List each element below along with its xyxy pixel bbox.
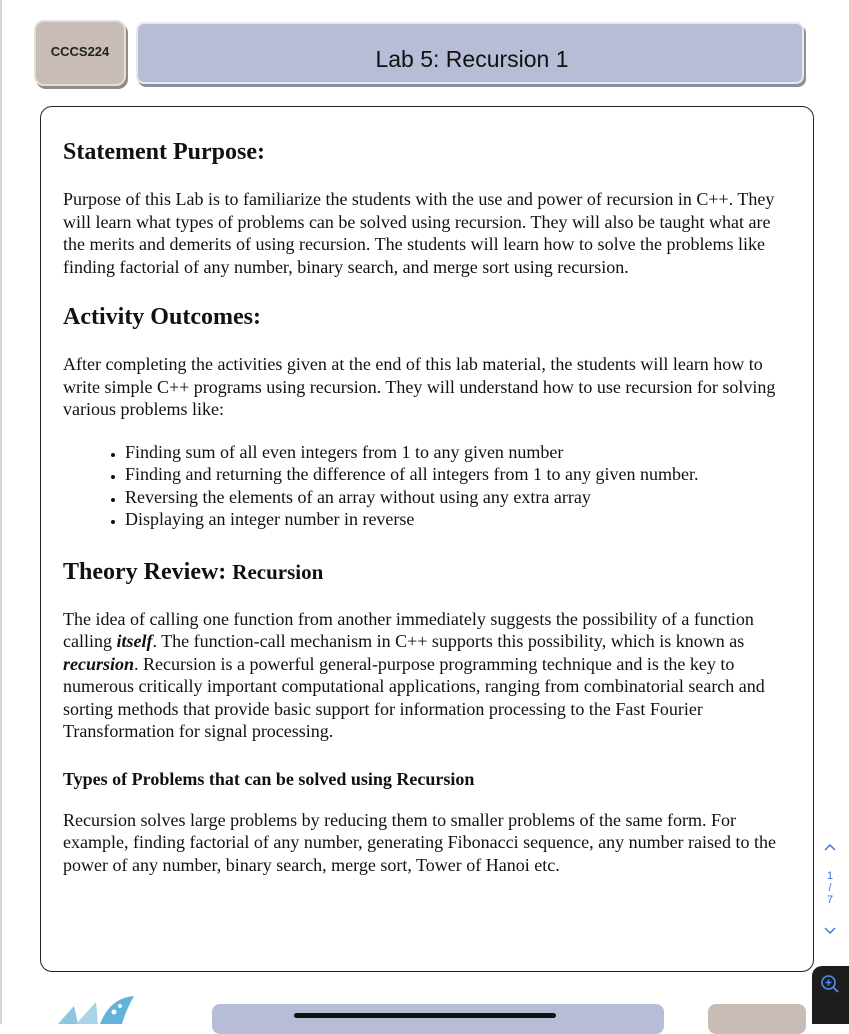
page-separator: /	[828, 882, 832, 894]
theory-emphasis-itself: itself	[116, 631, 153, 651]
types-paragraph: Recursion solves large problems by reducing them to smaller problems of the same form. For example, finding factorial of any number, generating Fibonacci sequence, any number raised to the power of any number, binary search, merge sort, Tower of Hanoi etc.	[63, 809, 777, 875]
current-page: 1	[826, 870, 834, 882]
theory-emphasis-recursion: recursion	[63, 653, 135, 674]
list-item: • Finding and returning the difference of all integers from 1 to any given number.	[125, 463, 793, 486]
theory-text-3: . Recursion is a powerful general-purpose programming technique and is the key to numerous critically important computational applications, ranging from combinatorial search and sorting methods that provide basic support for information processing to the Fast Fourier Transformation for signal processing.	[63, 653, 765, 741]
outcomes-list	[63, 441, 793, 531]
list-item: • Reversing the elements of an array without using any extra array	[125, 486, 793, 509]
theory-subheading: Recursion	[232, 559, 324, 584]
previous-page-button[interactable]	[818, 838, 842, 854]
total-pages: 7	[826, 894, 834, 906]
course-code: CCCS224	[50, 43, 110, 59]
theory-text-1: The idea of calling one function from another immediately suggests the possibility of a function calling	[63, 608, 754, 651]
theory-heading-label: Theory Review:	[63, 558, 227, 585]
course-code-tab	[34, 20, 126, 86]
theory-paragraph	[63, 608, 793, 743]
page-navigator	[818, 838, 842, 942]
footer-bar	[212, 1004, 664, 1034]
chevron-down-icon	[824, 927, 836, 935]
content-box	[40, 106, 814, 972]
university-logo	[52, 994, 136, 1024]
outcomes-paragraph: After completing the activities given at the end of this lab material, the students will learn how to write simple C++ programs using recursion. They will understand how to use recursion for solving various problems like:	[63, 354, 776, 419]
purpose-heading: Statement Purpose:	[63, 139, 265, 165]
chevron-up-icon	[824, 843, 836, 851]
theory-text-2: . The function-call mechanism in C++ supports this possibility, which is known as	[152, 631, 745, 651]
theory-heading	[63, 555, 793, 589]
page-indicator	[818, 870, 842, 906]
purpose-paragraph: Purpose of this Lab is to familiarize the students with the use and power of recursion in C++. They will learn what types of problems can be solved using recursion. They will also be taught what are the merits and demerits of using recursion. The students will learn how to solve the problems like finding factorial of any number, binary search, and merge sort using recursion.	[63, 189, 775, 277]
footer-tab	[708, 1004, 806, 1034]
lab-title-bar	[136, 22, 804, 84]
zoom-in-icon	[820, 974, 840, 994]
home-indicator[interactable]	[294, 1013, 556, 1018]
zoom-button[interactable]	[812, 966, 849, 1024]
document-body	[63, 135, 793, 876]
page-left-edge	[0, 0, 2, 1024]
types-heading: Types of Problems that can be solved using Recursion	[63, 768, 475, 789]
lab-title: Lab 5: Recursion 1	[375, 45, 569, 72]
list-item: • Displaying an integer number in reverse	[125, 508, 793, 531]
outcomes-heading: Activity Outcomes:	[63, 304, 261, 330]
list-item: • Finding sum of all even integers from 1 to any given number	[125, 441, 793, 464]
next-page-button[interactable]	[818, 922, 842, 938]
